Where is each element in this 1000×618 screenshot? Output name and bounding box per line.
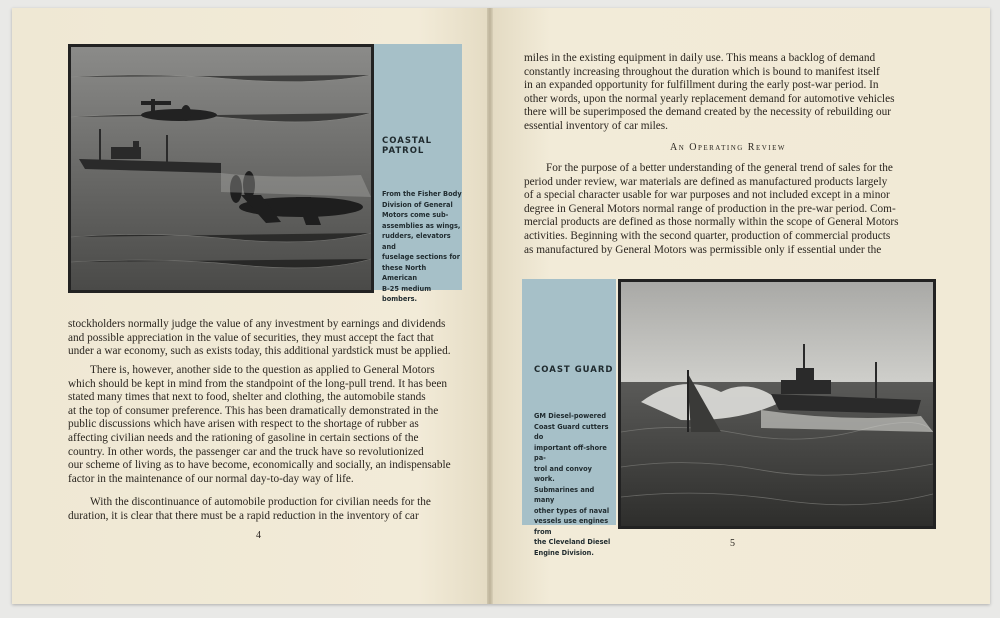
right-paragraph-review <box>524 162 932 257</box>
left-paragraph-2 <box>68 364 464 486</box>
text-line: there will be superimposed the demand created by the necessity of rebuilding our <box>524 106 892 119</box>
text-line: degree in General Motors normal range of production in the pre-war period. Com- <box>524 202 896 215</box>
text-line: affecting civilian needs and the rationing of gasoline in certain sections of the <box>68 431 419 444</box>
text-line: our scheme of living as to have become, economically and socially, an indispensable <box>68 459 451 472</box>
coast-guard-caption-title: COAST GUARD <box>534 365 614 375</box>
text-line: stockholders normally judge the value of any investment by earnings and dividends <box>68 318 446 330</box>
text-line: activities. Beginning with the second quarter, production of commercial products <box>524 229 891 242</box>
section-heading: An Operating Review <box>669 142 787 153</box>
text-line: under a war economy, such as exists today, this additional yardstick must be applied. <box>68 345 451 358</box>
text-line: of a special character usable for war purposes and not included except in a minor <box>524 189 890 202</box>
text-line: public discussions which have arisen with respect to the shortage of rubber as <box>68 418 419 431</box>
right-paragraph-top <box>524 52 932 134</box>
right-page-number: 5 <box>730 538 735 549</box>
text-line: as manufactured by General Motors was permissible only if essential under the <box>524 243 882 256</box>
caption-line: assemblies as wings, <box>382 221 461 230</box>
text-line: mercial products are defined as those normally within the scope of General Motors <box>524 216 899 229</box>
page-gutter <box>487 8 493 604</box>
caption-line: rudders, elevators and <box>382 232 451 251</box>
coast-guard-caption-panel <box>522 279 616 557</box>
caption-line: vessels use engines from <box>534 517 609 536</box>
caption-line: Coast Guard cutters do <box>534 422 609 441</box>
text-line: other words, upon the normal yearly replacement demand for automotive vehicles <box>524 92 895 105</box>
text-line: constantly increasing throughout the duration which is bound to manifest itself <box>524 65 880 78</box>
left-paragraph-1 <box>68 318 464 359</box>
text-line: and possible appreciation in the value of securities, they must accept the fact that <box>68 331 434 344</box>
caption-line: fuselage sections for <box>382 253 460 261</box>
caption-line: From the Fisher Body <box>382 190 462 198</box>
coastal-patrol-photo <box>68 44 374 293</box>
caption-line: B-25 medium bombers. <box>382 284 432 303</box>
text-line: There is, however, another side to the question as applied to General Motors <box>90 364 435 376</box>
text-line: With the discontinuance of automobile production for civilian needs for the <box>90 496 431 508</box>
text-line: For the purpose of a better understanding of the general trend of sales for the <box>546 162 893 174</box>
caption-line: Motors come sub- <box>382 211 449 219</box>
text-line: period under review, war materials are defined as manufactured products largely <box>524 175 888 188</box>
caption-line: Engine Division. <box>534 548 594 557</box>
coastal-patrol-caption-title: COASTAL PATROL <box>382 136 433 156</box>
text-line: duration, it is clear that there must be a rapid reduction in the inventory of car <box>68 509 419 522</box>
caption-line: Submarines and many <box>534 485 595 504</box>
left-paragraph-3 <box>68 496 464 523</box>
text-line: miles in the existing equipment in daily use. This means a backlog of demand <box>524 52 876 64</box>
caption-line: important off-shore pa- <box>534 443 607 462</box>
text-line: stated many times that next to food, shelter and clothing, the automobile stands <box>68 391 426 404</box>
caption-line: trol and convoy work. <box>534 464 592 483</box>
left-page-number: 4 <box>256 530 261 541</box>
caption-line: these North American <box>382 263 427 282</box>
text-line: in an expanded opportunity for fulfillment during the early post-war period. In <box>524 79 879 92</box>
text-line: essential inventory of car miles. <box>524 119 668 132</box>
text-line: country. In other words, the passenger car and the truck have so revolutionized <box>68 445 424 458</box>
coastal-patrol-caption-panel <box>374 44 462 303</box>
caption-line: other types of naval <box>534 506 610 515</box>
coast-guard-photo-illustration <box>621 282 933 526</box>
coastal-patrol-caption-body <box>382 189 462 305</box>
coast-guard-photo <box>618 279 936 529</box>
coastal-patrol-photo-illustration <box>71 47 371 290</box>
text-line: which should be kept in mind from the standpoint of the long-pull trend. It has been <box>68 377 448 390</box>
caption-line: the Cleveland Diesel <box>534 538 611 546</box>
caption-line: Division of General <box>382 200 453 209</box>
text-line: at the top of consumer preference. This has been dramatically demonstrated in the <box>68 404 439 417</box>
coast-guard-caption-body <box>534 411 614 558</box>
text-line: factor in the maintenance of our normal day-to-day way of life. <box>68 472 354 485</box>
caption-line: GM Diesel-powered <box>534 412 607 420</box>
